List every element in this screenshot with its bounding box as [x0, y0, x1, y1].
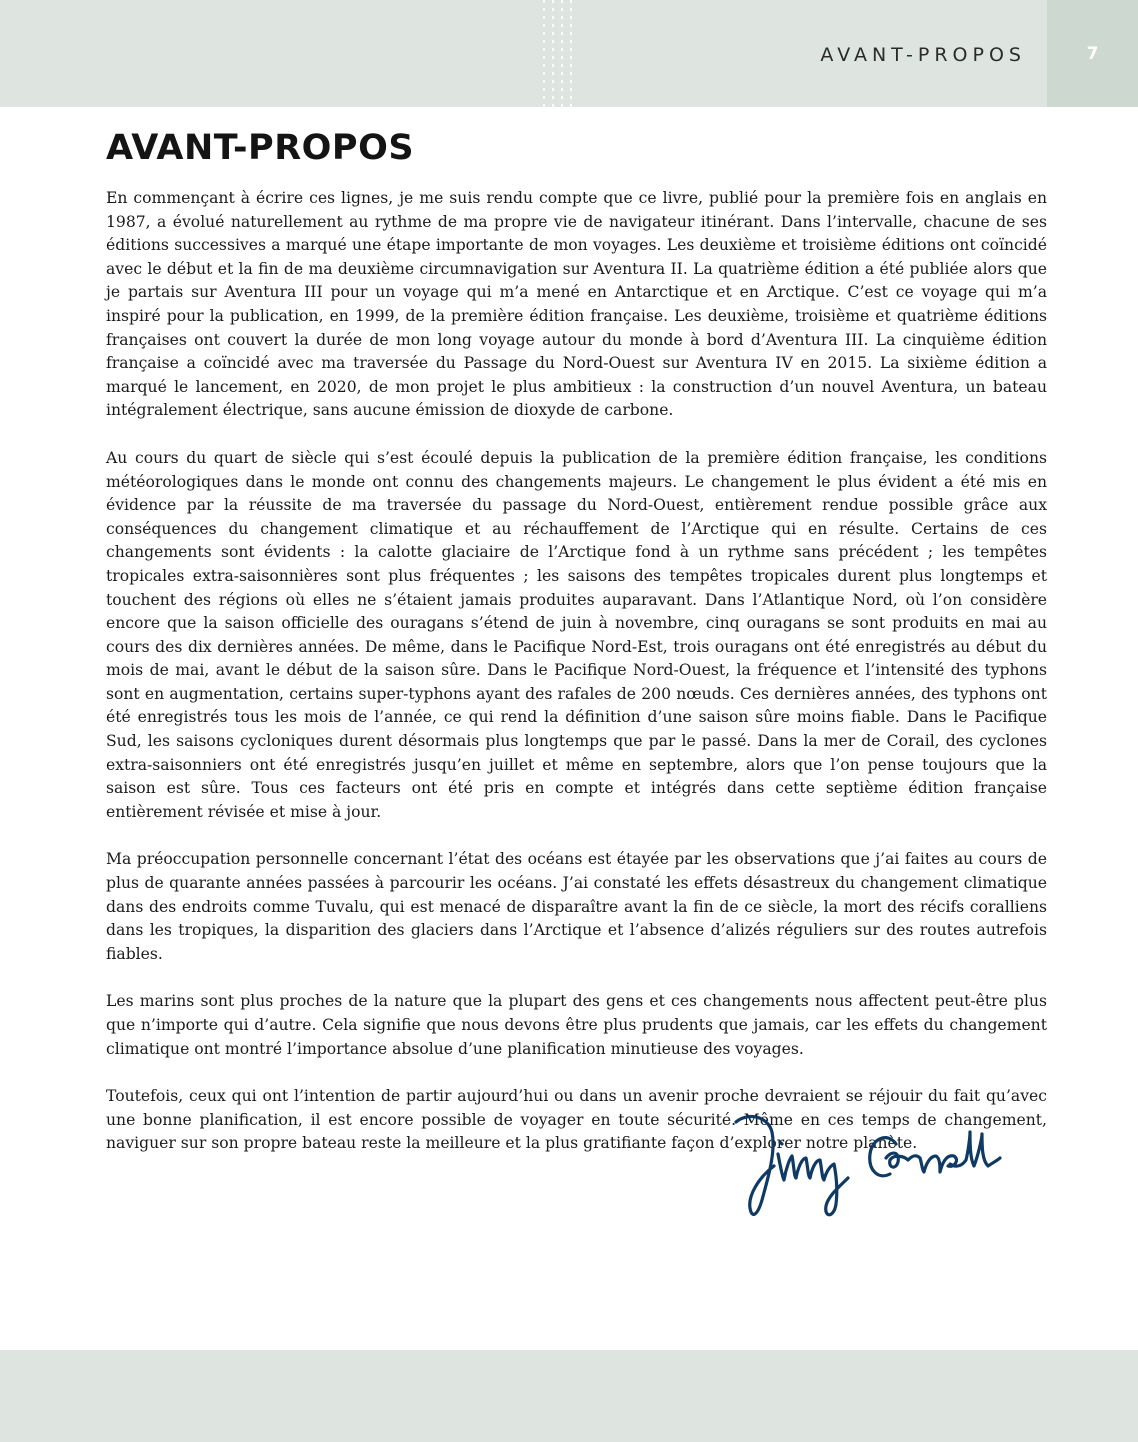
header-band: [0, 0, 1138, 107]
main-content: [106, 128, 1047, 1180]
paragraph-2: Au cours du quart de siècle qui s’est écoulé depuis la publication de la première édition française, les conditions météorologiques dans le monde ont connu des changements majeurs. Le changement le plus évident a été mis en évidence par la réussite de ma traversée du passage du Nord-Ouest, entièrement rendue possible grâce aux conséquences du changement climatique et au réchauffement de l’Arctique qui en résulte. Certains de ces changements sont évidents : la calotte glaciaire de l’Arctique fond à un rythme sans précédent ; les tempêtes tropicales extra-saisonnières sont plus fréquentes ; les saisons des tempêtes tropicales durent plus longtemps et touchent des régions où elles ne s’étaient jamais produites auparavant. Dans l’Atlantique Nord, où l’on considère encore que la saison officielle des ouragans s’étend de juin à novembre, cinq ouragans se sont produits en mai au cours des dix dernières années. De même, dans le Pacifique Nord-Est, trois ouragans ont été enregistrés au début du mois de mai, avant le début de la saison sûre. Dans le Pacifique Nord-Ouest, la fréquence et l’intensité des typhons sont en augmentation, certains super-typhons ayant des rafales de 200 nœuds. Ces dernières années, des typhons ont été enregistrés tous les mois de l’année, ce qui rend la définition d’une saison sûre moins fiable. Dans le Pacifique Sud, les saisons cycloniques durent désormais plus longtemps que par le passé. Dans la mer de Corail, des cyclones extra-saisonniers ont été enregistrés jusqu’en juillet et même en septembre, alors que l’on pense toujours que la saison est sûre. Tous ces facteurs ont été pris en compte et intégrés dans cette septième édition française entièrement révisée et mise à jour.: [106, 448, 1047, 821]
page-number: 7: [1086, 44, 1099, 64]
decorative-dotted-line: [570, 0, 572, 107]
decorative-dotted-line: [543, 0, 545, 107]
footer-band: [0, 1350, 1138, 1442]
running-head: AVANT-PROPOS: [820, 44, 1026, 66]
paragraph-3: Ma préoccupation personnelle concernant l’état des océans est étayée par les observations que j’ai faites au cours de plus de quarante années passées à parcourir les océans. J’ai constaté les effets désastreux du changement climatique dans des endroits comme Tuvalu, qui est menacé de disparaître avant la fin de ce siècle, la mort des récifs coralliens dans les tropiques, la disparition des glaciers dans l’Arctique et l’absence d’alizés réguliers sur des routes autrefois fiables.: [106, 850, 1047, 963]
page-number-box: [1047, 0, 1138, 107]
paragraph-5: Toutefois, ceux qui ont l’intention de partir aujourd’hui ou dans un avenir proche devraient se réjouir du fait qu’avec une bonne planification, il est encore possible de voyager en toute sécurité. Même en ces temps de changement, naviguer sur son propre bateau reste la meilleure et la plus gratifiante façon d’explorer notre planète.: [106, 1087, 1047, 1153]
handwritten-signature: [728, 1108, 1008, 1228]
decorative-dotted-line: [561, 0, 563, 107]
paragraph-4: Les marins sont plus proches de la nature que la plupart des gens et ces changements nous affectent peut-être plus que n’importe qui d’autre. Cela signifie que nous devons être plus prudents que jamais, car les effets du changement climatique ont montré l’importance absolue d’une planification minutieuse des voyages.: [106, 992, 1047, 1058]
paragraph-1: En commençant à écrire ces lignes, je me suis rendu compte que ce livre, publié pour la première fois en anglais en 1987, a évolué naturellement au rythme de ma propre vie de navigateur itinérant. Dans l’intervalle, chacune de ses éditions successives a marqué une étape importante de mon voyages. Les deuxième et troisième éditions ont coïncidé avec le début et la fin de ma deuxième circumnavigation sur Aventura II. La quatrième édition a été publiée alors que je partais sur Aventura III pour un voyage qui m’a mené en Antarctique et en Arctique. C’est ce voyage qui m’a inspiré pour la publication, en 1999, de la première édition française. Les deuxième, troisième et quatrième éditions françaises ont couvert la durée de mon long voyage autour du monde à bord d’Aventura III. La cinquième édition française a coïncidé avec ma traversée du Passage du Nord-Ouest sur Aventura IV en 2015. La sixième édition a marqué le lancement, en 2020, de mon projet le plus ambitieux : la construction d’un nouvel Aventura, un bateau intégralement électrique, sans aucune émission de dioxyde de carbone.: [106, 189, 1047, 420]
page-title: AVANT-PROPOS: [106, 128, 415, 168]
decorative-dotted-line: [552, 0, 554, 107]
